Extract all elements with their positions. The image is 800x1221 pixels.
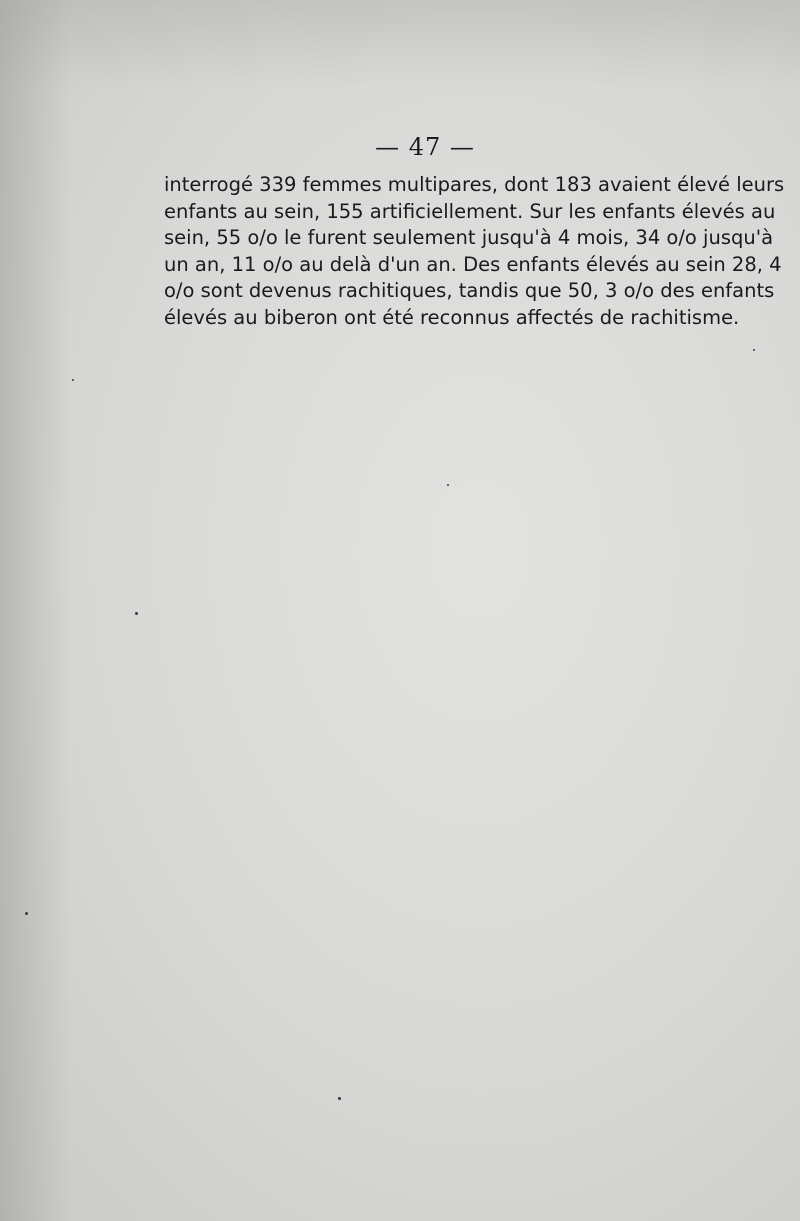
page-shadow-left [0, 0, 70, 1221]
text-line: un an, 11 o/o au delà d'un an. Des enfants élevés au sein 28, 4 [164, 252, 782, 276]
paper-speck [72, 379, 74, 381]
page-shadow-top [0, 0, 800, 90]
page-number: — 47 — [375, 133, 475, 161]
paper-speck [135, 612, 138, 615]
paper-speck [753, 349, 755, 351]
body-paragraph [164, 172, 785, 331]
paper-speck [338, 1097, 341, 1100]
paper-speck [447, 484, 449, 486]
text-line: o/o sont devenus rachitiques, tandis que 50, 3 o/o des enfants [164, 279, 775, 302]
text-line: élevés au biberon ont été reconnus affectés de rachitisme. [164, 305, 740, 329]
text-line: enfants au sein, 155 artificiellement. Sur les enfants élevés au [164, 199, 776, 223]
paper-speck [25, 912, 28, 915]
text-line: interrogé 339 femmes multipares, dont 183 avaient élevé leurs [164, 173, 785, 196]
text-line: sein, 55 o/o le furent seulement jusqu'à 4 mois, 34 o/o jusqu'à [164, 226, 774, 249]
